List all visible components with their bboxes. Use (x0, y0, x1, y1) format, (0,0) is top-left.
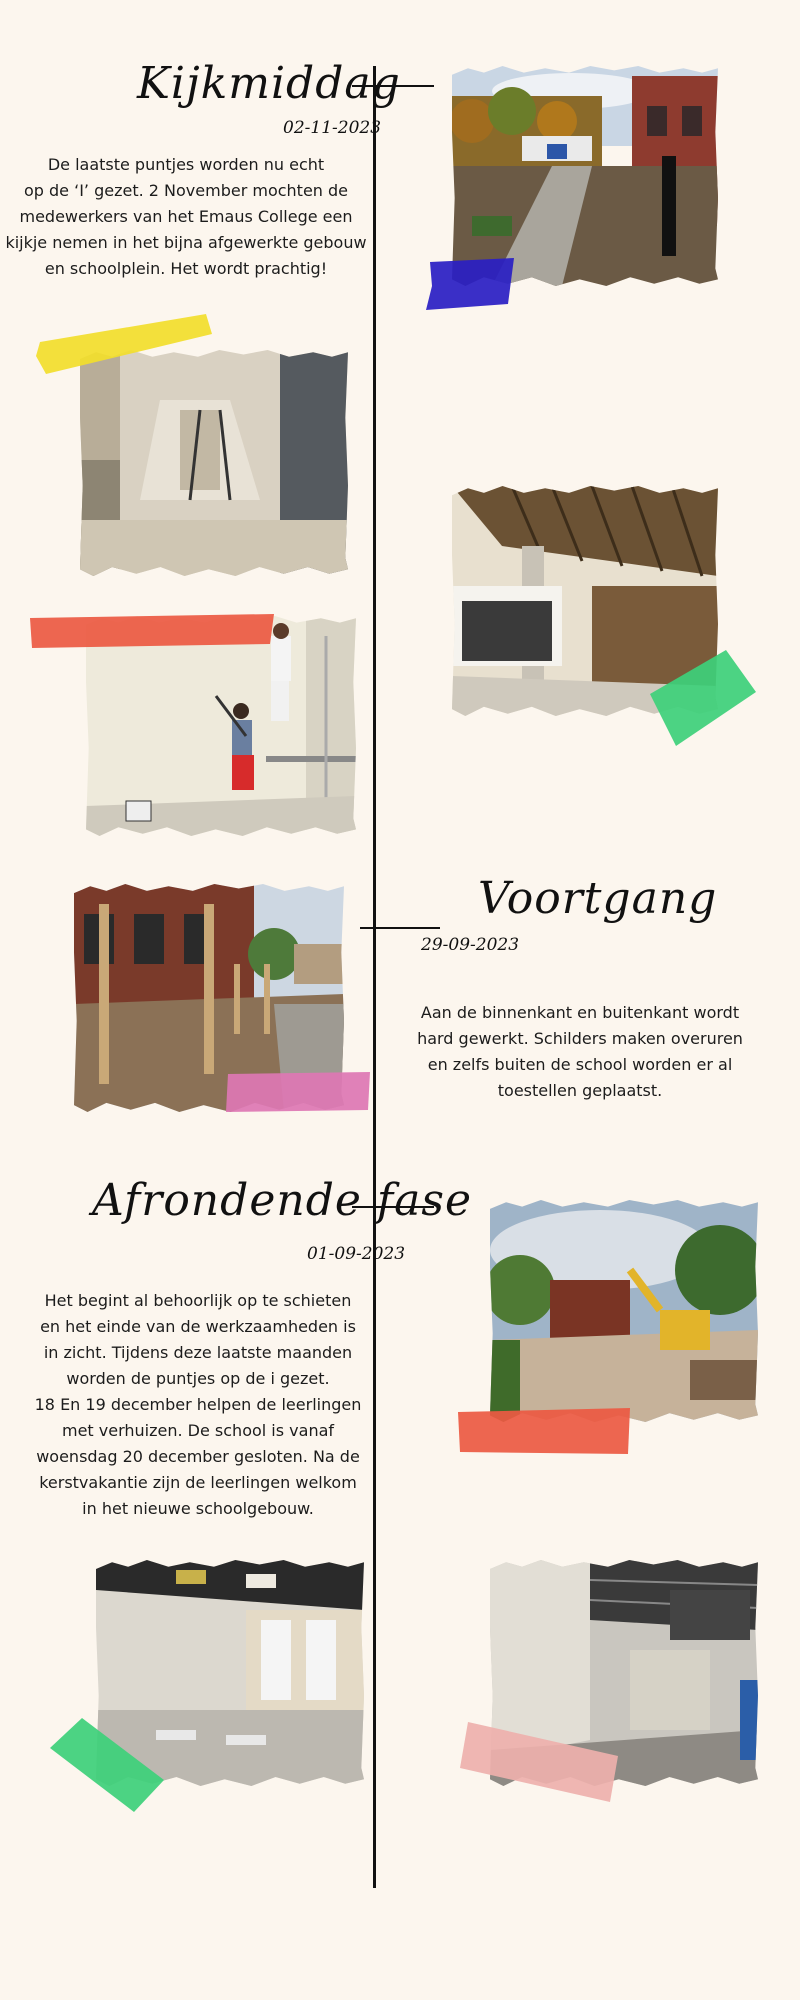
section-text: Het begint al behoorlijk op te schieten en het einde van de werkzaamheden is in zicht. Tijdens deze laatste maanden worden de puntjes op de i gezet. 18 En 19 december helpen de leerlingen met verhuizen. De school is vanaf woensdag 20 december gesloten. Na de kerstvakantie zijn de leerlingen welkom in het nieuwe schoolgebouw. (34, 1291, 362, 1518)
section-text: De laatste puntjes worden nu echt op de ‘I’ gezet. 2 November mochten de medewerkers van het Emaus College een kijkje nemen in het bijna afgewerkte gebouw en schoolplein. Het wordt prachtig! (5, 155, 367, 278)
timeline-tick (360, 927, 440, 929)
yellow-tape (36, 312, 212, 378)
section-title: Voortgang (478, 873, 718, 924)
hallway-photo (80, 350, 348, 576)
schoolyard-photo (452, 66, 718, 286)
blue-tape (424, 258, 516, 314)
rose-tape (460, 1722, 618, 1802)
timeline-line (373, 66, 376, 1888)
section-date: 01-09-2023 (307, 1244, 406, 1264)
red-tape (458, 1408, 630, 1456)
excavator-photo (490, 1200, 758, 1422)
section-text: Aan de binnenkant en buitenkant wordt hard gewerkt. Schilders maken overuren en zelfs buiten de school worden er al toestellen geplaatst. (417, 1003, 743, 1100)
green-tape (50, 1718, 164, 1812)
section-date: 02-11-2023 (283, 118, 382, 138)
green-tape (646, 650, 756, 746)
section-title: Kijkmiddag (137, 58, 401, 109)
red-tape (30, 614, 274, 650)
section-date: 29-09-2023 (421, 935, 520, 955)
section-title: Afrondende fase (92, 1175, 473, 1226)
pink-tape (226, 1070, 372, 1114)
